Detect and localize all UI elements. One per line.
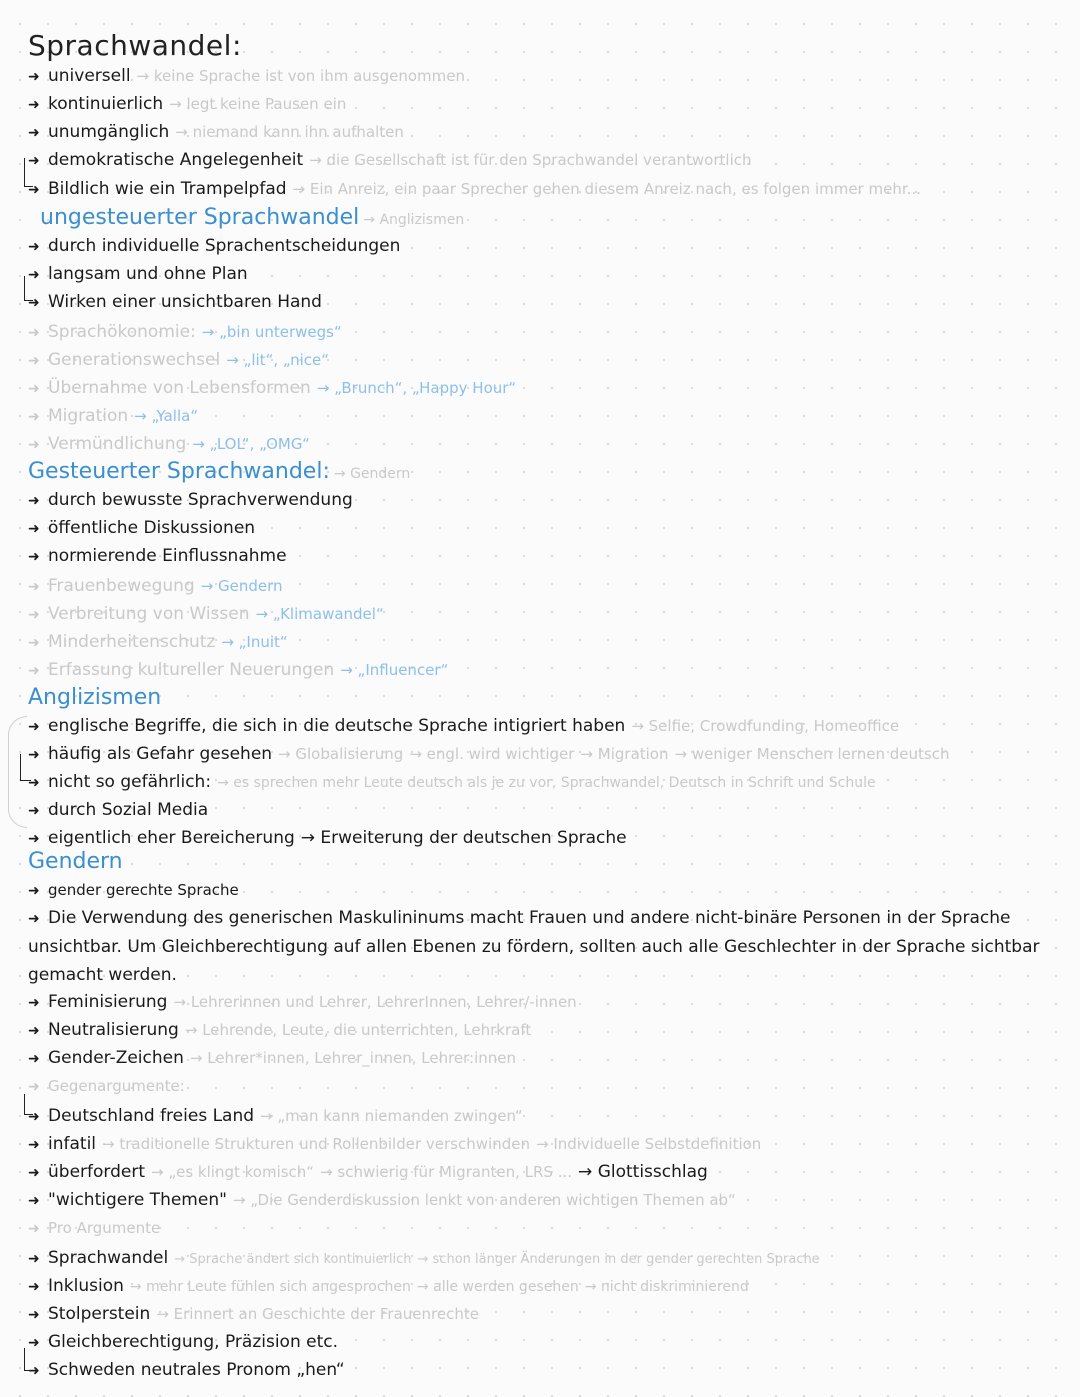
list-item: ➜ Frauenbewegung→ Gendern [28, 574, 1050, 599]
list-item: ➜ Sprachökonomie:→ „bin unterwegs“ [28, 320, 1050, 345]
list-item: ➜ Wirken einer unsichtbaren Hand [28, 290, 1050, 315]
list-item: ➜ Gender-Zeichen→ Lehrer*innen, Lehrer_innen, Lehrer:innen [28, 1046, 1050, 1071]
list-item: ➜ überfordert→ „es klingt komisch“→ schwierig für Migranten, LRS ...→ Glottisschlag [28, 1160, 1050, 1185]
arrow-right-icon: ➜ [28, 719, 40, 735]
arrow-right-icon: ➜ [28, 1079, 40, 1095]
arrow-right-icon: ➜ [28, 883, 40, 899]
list-item: ➜ englische Begriffe, die sich in die deutsche Sprache intigriert haben→ Selfie, Crowdfunding, Homeoffice [28, 714, 1050, 739]
list-item: ➜ Gegenargumente: [28, 1074, 1050, 1099]
arrow-right-icon: ➜ [28, 267, 40, 283]
arrow-right-icon: ➜ [28, 437, 40, 453]
arrow-right-icon: ➜ [28, 381, 40, 397]
bracket-line [20, 754, 31, 781]
arrow-right-icon: ➜ [28, 97, 40, 113]
list-item: ➜ demokratische Angelegenheit→ die Gesellschaft ist für den Sprachwandel verantwortlich [28, 148, 1050, 173]
list-item: ➜ Stolperstein→ Erinnert an Geschichte der Frauenrechte [28, 1302, 1050, 1327]
list-item: ➜ kontinuierlich→ legt keine Pausen ein [28, 92, 1050, 117]
arrow-right-icon: ➜ [28, 607, 40, 623]
arrow-right-icon: ➜ [28, 1335, 40, 1351]
arrow-right-icon: ➜ [28, 1251, 40, 1267]
section-heading: ungesteuerter Sprachwandel→ Anglizismen [40, 204, 1050, 234]
section-heading: Gendern [28, 849, 123, 874]
arrow-right-icon: ➜ [28, 521, 40, 537]
arrow-right-icon: ➜ [28, 747, 40, 763]
arrow-right-icon: ➜ [28, 1051, 40, 1067]
arrow-right-icon: ➜ [28, 239, 40, 255]
list-item: ➜ langsam und ohne Plan [28, 262, 1050, 287]
list-item: ➜ universell→ keine Sprache ist von ihm ausgenommen [28, 64, 1050, 89]
arrow-right-icon: ➜ [28, 295, 40, 311]
arrow-right-icon: ➜ [28, 995, 40, 1011]
list-item: ➜ infatil→ traditionelle Strukturen und Rollenbilder verschwinden→ Individuelle Selbstdefinition [28, 1132, 1050, 1157]
list-item: ➜ Generationswechsel→ „lit“, „nice“ [28, 348, 1050, 373]
paragraph: ➜ Die Verwendung des generischen Maskulininums macht Frauen und andere nicht-binäre Personen in der Sprache unsichtbar. Um Gleichberechtigung auf allen Ebenen zu fördern, sollten auch alle Geschlechter in der Sprache sichtbar gemacht werden. [28, 904, 1040, 989]
arrow-right-icon: ➜ [28, 325, 40, 341]
arrow-right-icon: ➜ [28, 409, 40, 425]
arrow-right-icon: ➜ [28, 831, 40, 847]
list-item: ➜ Sprachwandel→ Sprache ändert sich kontinuierlich→ schon länger Änderungen in der gender gerechten Sprache [28, 1246, 1050, 1272]
arrow-right-icon: ➜ [28, 549, 40, 565]
list-item: ➜ Vermündlichung→ „LOL“, „OMG“ [28, 432, 1050, 457]
list-item: ➜ durch bewusste Sprachverwendung [28, 488, 1050, 513]
arrow-right-icon: ➜ [28, 1279, 40, 1295]
list-item: ➜ "wichtigere Themen"→ „Die Genderdiskussion lenkt von anderen wichtigen Themen ab“ [28, 1188, 1050, 1213]
arrow-right-icon: ➜ [28, 69, 40, 85]
list-item: ➜ Migration→ „Yalla“ [28, 404, 1050, 429]
section-heading: Anglizismen [28, 685, 162, 710]
list-item: ➜ Übernahme von Lebensformen→ „Brunch“, „Happy Hour“ [28, 376, 1050, 401]
arrow-right-icon: ➜ [28, 803, 40, 819]
arrow-right-icon: ➜ [28, 1221, 40, 1237]
section-heading: Gesteuerter Sprachwandel:→ Gendern [28, 458, 1050, 488]
list-item: ➜ gender gerechte Sprache [28, 878, 1050, 903]
list-item: ➜ Minderheitenschutz→ „Inuit“ [28, 630, 1050, 655]
list-item: ➜ Pro Argumente [28, 1216, 1050, 1241]
list-item: ➜ Schweden neutrales Pronom „hen“ [28, 1358, 1050, 1383]
arrow-right-icon: ➜ [28, 635, 40, 651]
page-title: Sprachwandel: [28, 29, 242, 62]
bracket-line [24, 1348, 33, 1371]
arrow-right-icon: ➜ [28, 493, 40, 509]
arrow-right-icon: ➜ [28, 663, 40, 679]
list-item: ➜ eigentlich eher Bereicherung→ Erweiterung der deutschen Sprache [28, 826, 1050, 851]
arrow-right-icon: ➜ [28, 579, 40, 595]
arrow-right-icon: ➜ [28, 1023, 40, 1039]
arrow-right-icon: ➜ [28, 1363, 40, 1379]
list-item: ➜ Deutschland freies Land→ „man kann niemanden zwingen“ [28, 1104, 1050, 1129]
bracket-line [24, 158, 33, 187]
list-item: ➜ Neutralisierung→ Lehrende, Leute, die unterrichten, Lehrkraft [28, 1018, 1050, 1043]
list-item: ➜ normierende Einflussnahme [28, 544, 1050, 569]
arrow-right-icon: ➜ [28, 1165, 40, 1181]
list-item: ➜ unumgänglich→ niemand kann ihn aufhalten [28, 120, 1050, 145]
arrow-right-icon: ➜ [28, 1137, 40, 1153]
arrow-right-icon: ➜ [28, 1307, 40, 1323]
bracket-line [24, 276, 33, 301]
bracket-line [24, 1094, 33, 1115]
list-item: ➜ Inklusion→ mehr Leute fühlen sich angesprochen→ alle werden gesehen→ nicht diskriminierend [28, 1274, 1050, 1299]
list-item: ➜ häufig als Gefahr gesehen→ Globalisierung→ engl. wird wichtiger→ Migration→ weniger Menschen lernen deutsch [28, 742, 1050, 767]
arrow-right-icon: ➜ [28, 125, 40, 141]
list-item: ➜ Feminisierung→ Lehrerinnen und Lehrer, LehrerInnen, Lehrer/-innen [28, 990, 1050, 1015]
arrow-right-icon: ➜ [28, 1109, 40, 1125]
list-item: ➜ durch Sozial Media [28, 798, 1050, 823]
list-item: ➜ Bildlich wie ein Trampelpfad→ Ein Anreiz, ein paar Sprecher gehen diesem Anreiz nach, es folgen immer mehr... [28, 177, 1050, 202]
arrow-right-icon: ➜ [28, 911, 40, 927]
arrow-right-icon: ➜ [28, 353, 40, 369]
list-item: ➜ nicht so gefährlich:→ es sprechen mehr Leute deutsch als je zu vor, Sprachwandel, Deutsch in Schrift und Schule [28, 770, 1050, 795]
arrow-right-icon: ➜ [28, 1193, 40, 1209]
arrow-right-icon: ➜ [28, 153, 40, 169]
arrow-right-icon: ➜ [28, 775, 40, 791]
list-item: ➜ Verbreitung von Wissen→ „Klimawandel“ [28, 602, 1050, 627]
list-item: ➜ öffentliche Diskussionen [28, 516, 1050, 541]
list-item: ➜ Gleichberechtigung, Präzision etc. [28, 1330, 1050, 1355]
arrow-right-icon: ➜ [28, 182, 40, 198]
list-item: ➜ durch individuelle Sprachentscheidungen [28, 234, 1050, 259]
list-item: ➜ Erfassung kultureller Neuerungen→ „Influencer“ [28, 658, 1050, 683]
